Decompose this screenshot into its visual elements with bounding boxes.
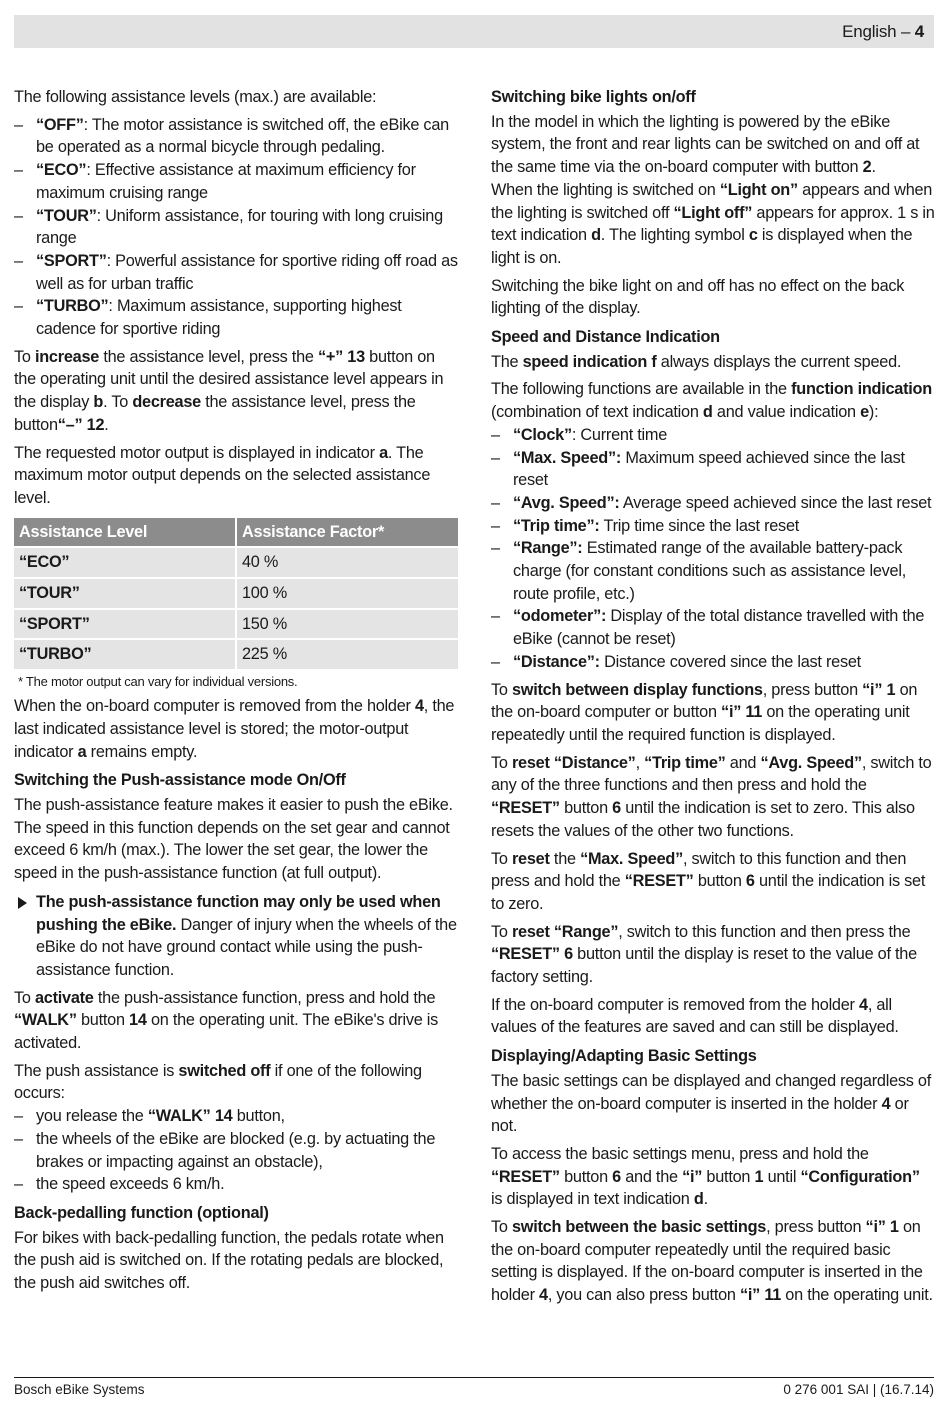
reset-paragraph-3: To reset “Range”, switch to this function and then press the “RESET” 6 button until the display is reset to the value of the factory setting.: [491, 922, 917, 987]
basic-settings-heading: Displaying/Adapting Basic Settings: [491, 1047, 757, 1066]
bike-lights-heading: Switching bike lights on/off: [491, 88, 696, 106]
push-assist-paragraph: The push-assistance feature makes it easier to push the eBike. The speed in this function depends on the set gear and cannot exceed 6 km/h (max.). The lower the set gear, the lower the speed in the push-assistance function (at full output).: [14, 795, 453, 883]
page-header: [842, 22, 924, 42]
page-number: 4: [914, 22, 924, 41]
removed-paragraph: When the on-board computer is removed from the holder 4, the last indicated assistance level is stored; the motor-output indicator a remains empty.: [14, 697, 455, 761]
table-footnote: * The motor output can vary for individual versions.: [18, 674, 298, 690]
functions-list: [491, 424, 935, 674]
list-item: – “Trip time”: Trip time since the last reset: [491, 515, 935, 538]
speed-paragraph: The speed indication f always displays the current speed.: [491, 352, 902, 371]
switch-off-conditions-list: [14, 1105, 460, 1196]
table-row: “SPORT” 150 %: [14, 610, 458, 639]
saved-values-paragraph: If the on-board computer is removed from the holder 4, all values of the features are saved and can still be displayed.: [491, 995, 899, 1037]
column-header: Assistance Level: [14, 518, 237, 547]
push-assist-heading: Switching the Push-assistance mode On/Off: [14, 771, 346, 790]
back-pedalling-paragraph: For bikes with back-pedalling function, the pedals rotate when the push aid is switched on. If the rotating pedals are blocked, the push aid switches off.: [14, 1228, 444, 1293]
triangle-bullet-icon: [18, 897, 27, 909]
list-item: – “odometer”: Display of the total distance travelled with the eBike (cannot be reset): [491, 605, 935, 650]
assistance-intro: The following assistance levels (max.) are available:: [14, 88, 377, 106]
list-item: – you release the “WALK” 14 button,: [14, 1105, 460, 1128]
list-item: – “Range”: Estimated range of the available battery-pack charge (for constant conditions such as assistance level, route profile, etc.): [491, 537, 935, 605]
basic-settings-paragraph-3: To switch between the basic settings, press button “i” 1 on the on-board computer repeatedly until the required basic setting is displayed. If the on-board computer is inserted in the holder 4, you can also press button “i” 11 on the operating unit.: [491, 1218, 933, 1305]
header-language: English: [842, 22, 897, 41]
lights-paragraph-2: When the lighting is switched on “Light on” appears and when the lighting is switched off “Light off” appears for approx. 1 s in text indication d. The lighting symbol c is displayed when the light is on.: [491, 180, 935, 267]
list-item: – “SPORT”: Powerful assistance for sportive riding off road as well as for urban traffic: [14, 250, 460, 295]
basic-settings-paragraph-1: The basic settings can be displayed and changed regardless of whether the on-board computer is inserted in the holder 4 or not.: [491, 1071, 932, 1136]
list-item: – “TURBO”: Maximum assistance, supporting highest cadence for sportive riding: [14, 295, 460, 340]
list-item: – “TOUR”: Uniform assistance, for touring with long cruising range: [14, 205, 460, 250]
reset-paragraph-1: To reset “Distance”, “Trip time” and “Avg. Speed”, switch to any of the three functions and then press and hold the “RESET” button 6 until the indication is set to zero. This also resets the values of the other two functions.: [491, 753, 932, 840]
page-header-bar: [14, 15, 934, 48]
list-item: – “Avg. Speed”: Average speed achieved since the last reset: [491, 492, 935, 515]
speed-distance-heading: Speed and Distance Indication: [491, 328, 720, 347]
table-header-row: [14, 518, 458, 547]
list-item: – the wheels of the eBike are blocked (e.g. by actuating the brakes or impacting against an obstacle),: [14, 1128, 460, 1173]
header-separator: –: [896, 22, 915, 41]
increase-paragraph: To increase the assistance level, press the “+” 13 button on the operating unit until the desired assistance level appears in the display b. To decrease the assistance level, press the button“–” 12.: [14, 347, 444, 434]
warning-note: The push-assistance function may only be used when pushing the eBike. Danger of injury when the wheels of the eBike do not have ground contact while using the push-assistance function.: [14, 891, 460, 982]
left-column: [14, 86, 460, 1300]
column-header: Assistance Factor*: [237, 518, 458, 547]
list-item: – “Distance”: Distance covered since the last reset: [491, 651, 935, 674]
back-pedalling-heading: Back-pedalling function (optional): [14, 1203, 269, 1222]
assistance-factor-table: [14, 516, 458, 672]
activate-paragraph: To activate the push-assistance function, press and hold the “WALK” button 14 on the operating unit. The eBike's drive is activated.: [14, 988, 439, 1053]
basic-settings-paragraph-2: To access the basic settings menu, press and hold the “RESET” button 6 and the “i” button 1 until “Configuration” is displayed in text indication d.: [491, 1144, 920, 1209]
list-item: – “ECO”: Effective assistance at maximum efficiency for maximum cruising range: [14, 159, 460, 204]
reset-paragraph-2: To reset the “Max. Speed”, switch to this function and then press and hold the “RESET” button 6 until the indication is set to zero.: [491, 849, 926, 913]
footer-doc-number: 0 276 001 SAI | (16.7.14): [783, 1382, 934, 1397]
lights-paragraph-3: Switching the bike light on and off has no effect on the back lighting of the display.: [491, 276, 905, 318]
switched-off-paragraph: The push assistance is switched off if one of the following occurs:: [14, 1061, 422, 1103]
right-column: [491, 86, 935, 1312]
list-item: – “OFF”: The motor assistance is switched off, the eBike can be operated as a normal bicycle through pedaling.: [14, 114, 460, 159]
list-item: – the speed exceeds 6 km/h.: [14, 1173, 460, 1196]
table-row: “TOUR” 100 %: [14, 579, 458, 608]
requested-output-paragraph: The requested motor output is displayed in indicator a. The maximum motor output depends on the selected assistance level.: [14, 443, 431, 507]
list-item: – “Clock”: Current time: [491, 424, 935, 447]
assistance-levels-list: [14, 114, 460, 341]
list-item: – “Max. Speed”: Maximum speed achieved since the last reset: [491, 447, 935, 492]
table-row: “TURBO” 225 %: [14, 640, 458, 669]
footer-divider: [14, 1377, 934, 1378]
functions-paragraph: The following functions are available in the function indication (combination of text indication d and value indication e):: [491, 380, 932, 422]
lights-paragraph-1: In the model in which the lighting is powered by the eBike system, the front and rear lights can be switched on and off at the same time via the on-board computer with button 2.: [491, 112, 920, 177]
table-row: “ECO” 40 %: [14, 548, 458, 577]
footer-publisher: Bosch eBike Systems: [14, 1382, 145, 1397]
switch-functions-paragraph: To switch between display functions, press button “i” 1 on the on-board computer or button “i” 11 on the operating unit repeatedly until the required function is displayed.: [491, 680, 918, 744]
